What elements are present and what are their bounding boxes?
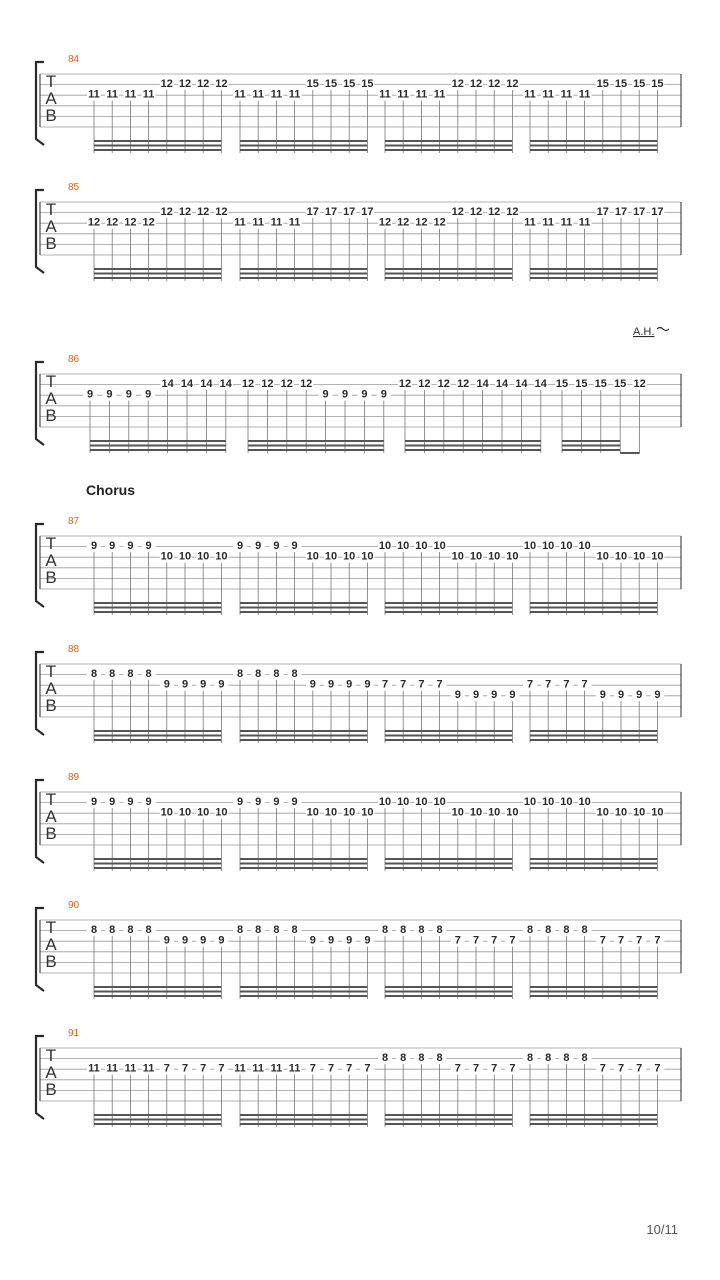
tab-note: 15 bbox=[594, 378, 607, 390]
tab-note: 12 bbox=[469, 206, 483, 218]
tab-note: 12 bbox=[178, 206, 192, 218]
tab-note: 10 bbox=[324, 806, 338, 819]
tab-note: 7 bbox=[472, 934, 480, 947]
tab-note: 9 bbox=[509, 689, 516, 702]
tab-note: 10 bbox=[324, 550, 338, 563]
tab-note: 10 bbox=[578, 540, 591, 552]
tab-note: 10 bbox=[633, 806, 646, 819]
tab-note: 7 bbox=[163, 1062, 170, 1075]
tab-note: 9 bbox=[273, 540, 280, 552]
tab-note: 7 bbox=[654, 934, 661, 947]
tab-note: 9 bbox=[454, 689, 461, 702]
tab-note: 8 bbox=[255, 668, 262, 680]
tab-note: 10 bbox=[361, 550, 374, 563]
tab-note: 11 bbox=[542, 216, 555, 229]
tab-note: 8 bbox=[381, 924, 389, 936]
tab-note: 10 bbox=[306, 806, 319, 819]
tab-note: 7 bbox=[509, 1062, 516, 1075]
tab-note: 9 bbox=[327, 678, 335, 691]
tab-note: 11 bbox=[252, 88, 265, 101]
tab-note: 12 bbox=[215, 78, 228, 90]
tab-note: 7 bbox=[636, 1062, 643, 1075]
tab-note: 17 bbox=[324, 206, 338, 218]
tab-note: 10 bbox=[542, 796, 555, 808]
tab-note: 10 bbox=[560, 540, 573, 552]
tab-note: 8 bbox=[400, 1052, 407, 1064]
tab-note: 14 bbox=[534, 378, 547, 390]
tab-note: 11 bbox=[106, 88, 119, 101]
measure-number: 88 bbox=[68, 644, 80, 655]
tab-note: 12 bbox=[197, 206, 210, 218]
measure-number: 89 bbox=[68, 772, 80, 783]
tab-note: 12 bbox=[160, 78, 173, 90]
tab-note: 7 bbox=[617, 934, 625, 947]
tab-note: 9 bbox=[145, 540, 152, 552]
tab-note: 9 bbox=[654, 689, 661, 702]
tab-clef-letter: B bbox=[45, 406, 57, 425]
tab-note: 9 bbox=[309, 678, 316, 691]
tab-note: 10 bbox=[378, 796, 392, 808]
tab-note: 9 bbox=[273, 796, 280, 808]
tab-note: 17 bbox=[361, 206, 374, 218]
tab-note: 10 bbox=[596, 806, 609, 819]
tab-note: 7 bbox=[364, 1062, 371, 1075]
tab-note: 11 bbox=[524, 88, 536, 101]
tab-note: 9 bbox=[200, 934, 207, 947]
tab-note: 10 bbox=[633, 550, 646, 563]
tab-clef-letter: A bbox=[45, 389, 57, 408]
tab-note: 8 bbox=[90, 668, 98, 680]
tab-note: 10 bbox=[614, 550, 628, 563]
tab-note: 10 bbox=[361, 806, 374, 819]
tab-note: 7 bbox=[563, 678, 570, 691]
tab-note: 7 bbox=[472, 1062, 480, 1075]
tab-note: 9 bbox=[255, 796, 262, 808]
tab-note: 10 bbox=[614, 806, 628, 819]
tab-clef-letter: B bbox=[45, 1080, 57, 1099]
tab-note: 9 bbox=[127, 796, 134, 808]
tab-note: 10 bbox=[451, 806, 464, 819]
tab-note: 15 bbox=[306, 78, 319, 90]
tab-note: 12 bbox=[280, 378, 293, 390]
tab-note: 12 bbox=[506, 206, 519, 218]
tab-note: 7 bbox=[509, 934, 516, 947]
tab-note: 10 bbox=[215, 806, 228, 819]
tab-note: 14 bbox=[180, 378, 194, 390]
tab-note: 9 bbox=[364, 934, 371, 947]
tab-clef-letter: T bbox=[45, 200, 57, 219]
tab-note: 8 bbox=[236, 924, 244, 936]
tab-note: 11 bbox=[560, 216, 573, 229]
artificial-harmonic-mark: A.H. bbox=[633, 326, 655, 338]
tab-note: 9 bbox=[125, 388, 132, 401]
tab-note: 9 bbox=[341, 388, 349, 401]
tab-note: 10 bbox=[651, 806, 664, 819]
tab-clef-letter: T bbox=[45, 372, 57, 391]
tab-note: 7 bbox=[545, 678, 552, 691]
tab-note: 8 bbox=[145, 924, 152, 936]
tab-note: 7 bbox=[581, 678, 588, 691]
tab-clef-letter: B bbox=[45, 568, 57, 587]
tab-note: 15 bbox=[324, 78, 338, 90]
tab-note: 15 bbox=[361, 78, 374, 90]
tab-note: 9 bbox=[181, 678, 189, 691]
tab-note: 10 bbox=[488, 806, 501, 819]
tab-note: 8 bbox=[436, 1052, 443, 1064]
tab-note: 8 bbox=[581, 1052, 588, 1064]
tab-clef-letter: A bbox=[45, 1063, 57, 1082]
tab-note: 7 bbox=[218, 1062, 225, 1075]
tab-note: 11 bbox=[524, 216, 536, 229]
tab-note: 11 bbox=[288, 216, 301, 229]
tab-note: 15 bbox=[596, 78, 609, 90]
tab-note: 9 bbox=[346, 934, 353, 947]
tab-note: 8 bbox=[273, 924, 280, 936]
tab-clef-letter: A bbox=[45, 551, 57, 570]
tab-note: 12 bbox=[506, 78, 519, 90]
tab-note: 10 bbox=[651, 550, 664, 563]
tab-note: 8 bbox=[291, 924, 298, 936]
tab-note: 15 bbox=[575, 378, 588, 390]
tab-note: 9 bbox=[90, 540, 98, 552]
tab-note: 11 bbox=[252, 216, 265, 229]
tab-note: 8 bbox=[563, 924, 570, 936]
tab-note: 11 bbox=[88, 88, 100, 101]
tab-note: 9 bbox=[291, 540, 298, 552]
tab-note: 8 bbox=[90, 924, 98, 936]
tab-clef-letter: B bbox=[45, 952, 57, 971]
tab-clef-letter: T bbox=[45, 918, 57, 937]
tab-note: 10 bbox=[451, 550, 464, 563]
tab-note: 10 bbox=[343, 806, 356, 819]
tab-note: 10 bbox=[415, 540, 428, 552]
tab-clef-letter: A bbox=[45, 935, 57, 954]
tab-note: 8 bbox=[400, 924, 407, 936]
tab-note: 10 bbox=[378, 540, 392, 552]
tab-note: 9 bbox=[322, 388, 329, 401]
tab-note: 10 bbox=[178, 806, 192, 819]
measure-number: 84 bbox=[68, 54, 80, 65]
tab-note: 8 bbox=[418, 1052, 425, 1064]
tab-note: 15 bbox=[343, 78, 356, 90]
tab-note: 14 bbox=[515, 378, 528, 390]
tab-note: 10 bbox=[506, 550, 519, 563]
tab-note: 9 bbox=[636, 689, 643, 702]
tab-note: 9 bbox=[309, 934, 316, 947]
tab-note: 10 bbox=[343, 550, 356, 563]
tab-note: 10 bbox=[160, 806, 173, 819]
tab-note: 17 bbox=[306, 206, 319, 218]
tab-note: 8 bbox=[145, 668, 152, 680]
tab-note: 7 bbox=[309, 1062, 316, 1075]
tab-note: 7 bbox=[346, 1062, 353, 1075]
tab-note: 15 bbox=[614, 378, 627, 390]
tab-note: 17 bbox=[651, 206, 664, 218]
tab-note: 8 bbox=[236, 668, 244, 680]
vibrato-icon bbox=[657, 328, 669, 331]
tab-note: 12 bbox=[457, 378, 470, 390]
measure-number: 86 bbox=[68, 354, 80, 365]
tab-note: 11 bbox=[270, 88, 283, 101]
tab-note: 8 bbox=[109, 668, 116, 680]
tab-clef-letter: A bbox=[45, 89, 57, 108]
tab-note: 9 bbox=[109, 796, 116, 808]
tab-note: 7 bbox=[599, 934, 606, 947]
tab-note: 12 bbox=[488, 206, 501, 218]
measure-number: 91 bbox=[68, 1028, 80, 1039]
tab-note: 10 bbox=[433, 540, 446, 552]
measure-number: 87 bbox=[68, 516, 80, 527]
tab-note: 8 bbox=[436, 924, 443, 936]
tab-note: 10 bbox=[506, 806, 519, 819]
tab-note: 12 bbox=[451, 78, 464, 90]
tab-note: 12 bbox=[160, 206, 173, 218]
tab-note: 12 bbox=[197, 78, 210, 90]
tab-note: 14 bbox=[161, 378, 174, 390]
tab-note: 9 bbox=[109, 540, 116, 552]
tab-note: 10 bbox=[215, 550, 228, 563]
tab-note: 7 bbox=[599, 1062, 606, 1075]
tab-note: 12 bbox=[397, 216, 410, 229]
tab-note: 9 bbox=[364, 678, 371, 691]
tab-note: 10 bbox=[560, 796, 573, 808]
tab-clef-letter: B bbox=[45, 106, 57, 125]
tab-note: 9 bbox=[599, 689, 606, 702]
tab-note: 8 bbox=[563, 1052, 570, 1064]
tab-note: 10 bbox=[397, 540, 410, 552]
tab-note: 10 bbox=[197, 806, 210, 819]
tab-note: 9 bbox=[145, 796, 152, 808]
tab-note: 12 bbox=[106, 216, 119, 229]
tab-note: 17 bbox=[596, 206, 609, 218]
tab-note: 14 bbox=[219, 378, 232, 390]
tab-note: 10 bbox=[523, 540, 537, 552]
tab-note: 10 bbox=[469, 550, 483, 563]
tab-note: 8 bbox=[545, 924, 552, 936]
tab-note: 9 bbox=[127, 540, 134, 552]
tab-note: 12 bbox=[415, 216, 428, 229]
tab-note: 9 bbox=[327, 934, 335, 947]
tab-note: 14 bbox=[200, 378, 213, 390]
tab-note: 14 bbox=[476, 378, 489, 390]
tab-note: 9 bbox=[491, 689, 498, 702]
tab-note: 10 bbox=[596, 550, 609, 563]
tab-note: 7 bbox=[654, 1062, 661, 1075]
tab-note: 10 bbox=[178, 550, 192, 563]
tab-note: 7 bbox=[436, 678, 443, 691]
tab-note: 10 bbox=[415, 796, 428, 808]
tab-note: 9 bbox=[163, 678, 170, 691]
tab-note: 11 bbox=[578, 88, 591, 101]
tab-note: 12 bbox=[87, 216, 101, 229]
tab-note: 9 bbox=[218, 934, 225, 947]
tab-note: 9 bbox=[617, 689, 625, 702]
tab-note: 11 bbox=[288, 88, 301, 101]
tab-clef-letter: A bbox=[45, 217, 57, 236]
tab-note: 9 bbox=[380, 388, 387, 401]
tab-note: 7 bbox=[181, 1062, 189, 1075]
tab-note: 9 bbox=[90, 796, 98, 808]
tab-note: 12 bbox=[418, 378, 431, 390]
tab-note: 17 bbox=[343, 206, 356, 218]
tab-note: 7 bbox=[381, 678, 389, 691]
tab-note: 10 bbox=[306, 550, 319, 563]
tab-note: 8 bbox=[381, 1052, 389, 1064]
tab-note: 11 bbox=[234, 216, 246, 229]
tab-note: 11 bbox=[124, 1062, 137, 1075]
tab-clef-letter: B bbox=[45, 234, 57, 253]
tab-note: 8 bbox=[526, 1052, 534, 1064]
tab-note: 12 bbox=[451, 206, 464, 218]
tab-note: 9 bbox=[291, 796, 298, 808]
tab-note: 11 bbox=[397, 88, 410, 101]
tab-note: 9 bbox=[346, 678, 353, 691]
tab-note: 8 bbox=[418, 924, 425, 936]
tab-note: 15 bbox=[633, 78, 646, 90]
tab-note: 11 bbox=[234, 1062, 246, 1075]
tab-note: 12 bbox=[142, 216, 155, 229]
tab-note: 7 bbox=[418, 678, 425, 691]
tab-note: 8 bbox=[273, 668, 280, 680]
tab-note: 7 bbox=[200, 1062, 207, 1075]
tab-note: 9 bbox=[472, 689, 480, 702]
tab-note: 10 bbox=[523, 796, 537, 808]
tab-note: 8 bbox=[127, 668, 134, 680]
tab-note: 12 bbox=[124, 216, 137, 229]
tab-note: 7 bbox=[454, 1062, 461, 1075]
tab-note: 11 bbox=[578, 216, 591, 229]
page-number: 10/11 bbox=[646, 1222, 678, 1237]
tab-note: 10 bbox=[488, 550, 501, 563]
tab-note: 7 bbox=[491, 1062, 498, 1075]
tab-note: 9 bbox=[236, 540, 244, 552]
measure-number: 85 bbox=[68, 182, 80, 193]
tab-note: 8 bbox=[526, 924, 534, 936]
tab-note: 12 bbox=[215, 206, 228, 218]
tab-clef-letter: T bbox=[45, 1046, 57, 1065]
tab-note: 11 bbox=[124, 88, 137, 101]
tab-note: 15 bbox=[614, 78, 628, 90]
tab-note: 11 bbox=[560, 88, 573, 101]
tab-clef-letter: A bbox=[45, 807, 57, 826]
tab-note: 9 bbox=[200, 678, 207, 691]
tab-note: 15 bbox=[555, 378, 569, 390]
tab-note: 11 bbox=[88, 1062, 100, 1075]
tab-note: 7 bbox=[491, 934, 498, 947]
tab-note: 8 bbox=[127, 924, 134, 936]
tab-note: 9 bbox=[218, 678, 225, 691]
tab-note: 17 bbox=[614, 206, 628, 218]
tab-note: 14 bbox=[495, 378, 509, 390]
tab-note: 11 bbox=[142, 1062, 155, 1075]
tab-note: 17 bbox=[633, 206, 646, 218]
section-label-chorus: Chorus bbox=[86, 482, 135, 498]
tab-note: 9 bbox=[163, 934, 170, 947]
tab-note: 9 bbox=[181, 934, 189, 947]
tab-note: 11 bbox=[379, 88, 391, 101]
tab-note: 12 bbox=[469, 78, 483, 90]
tab-note: 12 bbox=[261, 378, 274, 390]
tab-note: 10 bbox=[433, 796, 446, 808]
tab-note: 9 bbox=[106, 388, 113, 401]
tab-note: 11 bbox=[142, 88, 155, 101]
tab-clef-letter: T bbox=[45, 534, 57, 553]
tab-note: 11 bbox=[234, 88, 246, 101]
tab-note: 8 bbox=[109, 924, 116, 936]
tab-note: 10 bbox=[542, 540, 555, 552]
tab-note: 8 bbox=[291, 668, 298, 680]
tab-note: 7 bbox=[636, 934, 643, 947]
tab-note: 12 bbox=[633, 378, 646, 390]
tab-note: 11 bbox=[433, 88, 446, 101]
tab-note: 7 bbox=[526, 678, 534, 691]
tab-note: 11 bbox=[288, 1062, 301, 1075]
tab-note: 12 bbox=[241, 378, 255, 390]
tab-note: 9 bbox=[86, 388, 94, 401]
tab-clef-letter: T bbox=[45, 790, 57, 809]
tab-clef-letter: T bbox=[45, 662, 57, 681]
tab-note: 12 bbox=[300, 378, 313, 390]
tab-note: 11 bbox=[270, 1062, 283, 1075]
tab-note: 11 bbox=[415, 88, 428, 101]
tab-clef-letter: A bbox=[45, 679, 57, 698]
tab-note: 12 bbox=[488, 78, 501, 90]
tab-note: 11 bbox=[106, 1062, 119, 1075]
tab-note: 10 bbox=[397, 796, 410, 808]
tab-note: 9 bbox=[236, 796, 244, 808]
tab-note: 11 bbox=[270, 216, 283, 229]
tab-clef-letter: B bbox=[45, 696, 57, 715]
tab-note: 7 bbox=[400, 678, 407, 691]
tab-note: 10 bbox=[197, 550, 210, 563]
tab-note: 12 bbox=[178, 78, 192, 90]
tab-note: 10 bbox=[469, 806, 483, 819]
tab-note: 7 bbox=[454, 934, 461, 947]
tab-note: 8 bbox=[545, 1052, 552, 1064]
tab-note: 12 bbox=[433, 216, 446, 229]
tab-note: 9 bbox=[145, 388, 152, 401]
tab-note: 12 bbox=[398, 378, 412, 390]
tab-note: 11 bbox=[252, 1062, 265, 1075]
tab-note: 12 bbox=[378, 216, 392, 229]
tab-note: 8 bbox=[255, 924, 262, 936]
tab-note: 9 bbox=[361, 388, 368, 401]
tab-note: 7 bbox=[327, 1062, 335, 1075]
tab-note: 10 bbox=[578, 796, 591, 808]
tab-note: 7 bbox=[617, 1062, 625, 1075]
tab-note: 10 bbox=[160, 550, 173, 563]
tab-note: 15 bbox=[651, 78, 664, 90]
tab-note: 11 bbox=[542, 88, 555, 101]
measure-number: 90 bbox=[68, 900, 80, 911]
tab-note: 8 bbox=[581, 924, 588, 936]
tab-note: 9 bbox=[255, 540, 262, 552]
tab-clef-letter: B bbox=[45, 824, 57, 843]
tab-note: 12 bbox=[437, 378, 450, 390]
tab-clef-letter: T bbox=[45, 72, 57, 91]
